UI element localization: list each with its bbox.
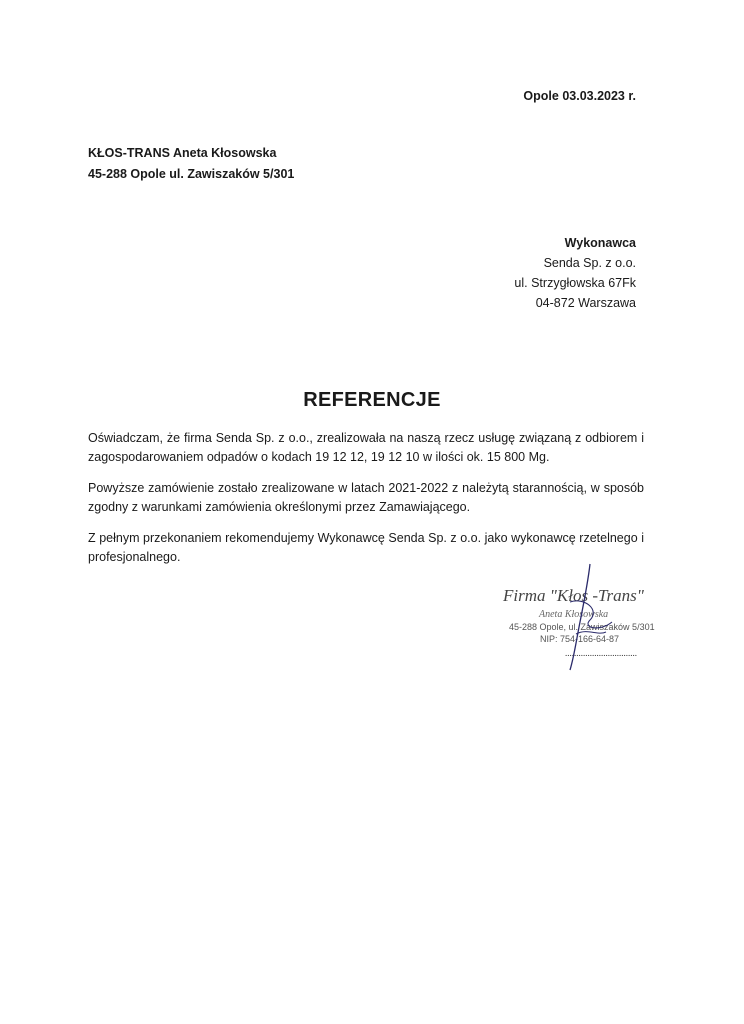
sender-block	[88, 143, 294, 185]
body-paragraph: Powyższe zamówienie zostało zrealizowane w latach 2021-2022 z należytą starannością, w sposób zgodny z warunkami zamówienia określonymi przez Zamawiającego.	[88, 481, 644, 514]
recipient-city: 04-872 Warszawa	[535, 296, 636, 310]
signature-line: ................................	[565, 648, 637, 658]
body-paragraph: Z pełnym przekonaniem rekomendujemy Wykonawcę Senda Sp. z o.o. jako wykonawcę rzetelnego i profesjonalnego.	[88, 531, 644, 564]
stamp-firm-name: Firma "Kłos -Trans"	[503, 586, 644, 605]
recipient-company: Senda Sp. z o.o.	[543, 256, 636, 270]
stamp-address: 45-288 Opole, ul. Zawiszaków 5/301	[509, 622, 655, 632]
recipient-street: ul. Strzygłowska 67Fk	[514, 276, 636, 290]
document-date: Opole 03.03.2023 r.	[523, 89, 636, 103]
handwritten-signature-icon	[540, 562, 650, 672]
document-body	[88, 429, 644, 579]
sender-name: KŁOS-TRANS Aneta Kłosowska	[88, 146, 277, 160]
body-paragraph: Oświadczam, że firma Senda Sp. z o.o., zrealizowała na naszą rzecz usługę związaną z odbiorem i zagospodarowaniem odpadów o kodach 19 12 12, 19 12 10 w ilości ok. 15 800 Mg.	[88, 431, 644, 464]
sender-address: 45-288 Opole ul. Zawiszaków 5/301	[88, 167, 295, 181]
recipient-block	[514, 233, 636, 313]
stamp-nip: NIP: 754-166-64-87	[540, 634, 620, 644]
stamp-owner-name: Aneta Kłosowska	[539, 609, 609, 620]
document-title: REFERENCJE	[303, 389, 441, 411]
recipient-role: Wykonawca	[564, 236, 636, 250]
